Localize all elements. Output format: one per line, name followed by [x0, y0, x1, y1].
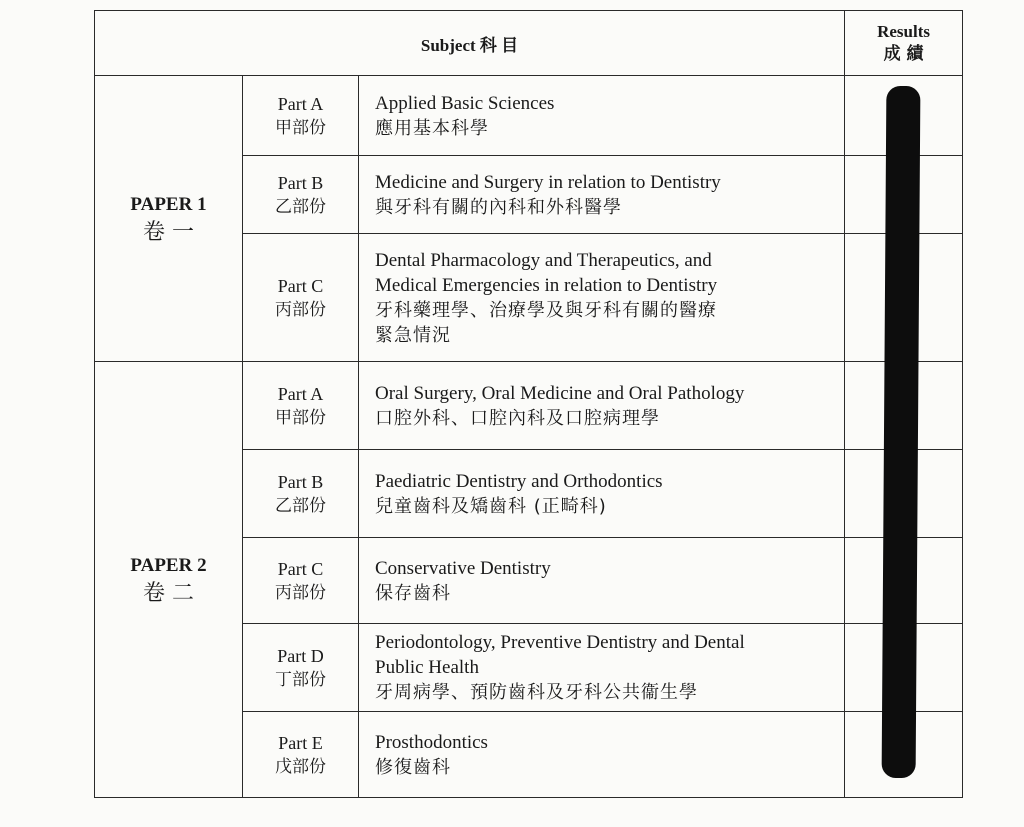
paper-1-label — [95, 76, 243, 362]
part-label-zh: 甲部份 — [275, 117, 326, 138]
part-label-en: Part B — [277, 172, 324, 193]
part-label-en: Part E — [278, 732, 323, 753]
results-table — [94, 10, 963, 798]
paper-name-en: PAPER 2 — [130, 554, 207, 576]
paper-name-zh: 卷 一 — [143, 219, 194, 245]
part-cell — [243, 450, 359, 538]
part-cell — [243, 234, 359, 362]
part-label-zh: 甲部份 — [275, 407, 326, 428]
part-cell — [243, 156, 359, 234]
subject-en: Medical Emergencies in relation to Dentistry — [375, 274, 718, 296]
results-header-zh: 成 績 — [883, 44, 924, 64]
part-label-en: Part B — [277, 471, 324, 492]
header-row — [95, 11, 963, 76]
subject-cell — [359, 234, 845, 362]
results-header-en: Results — [877, 22, 930, 41]
subject-cell — [359, 156, 845, 234]
subject-zh: 修復齒科 — [375, 756, 451, 778]
subject-zh: 牙周病學、預防齒科及牙科公共衞生學 — [375, 682, 698, 703]
part-label-zh: 戊部份 — [275, 756, 326, 777]
subject-zh: 保存齒科 — [375, 582, 451, 604]
subject-en: Conservative Dentistry — [375, 557, 551, 579]
subject-en: Prosthodontics — [375, 731, 488, 753]
subject-zh: 應用基本科學 — [375, 117, 489, 139]
part-label-en: Part C — [277, 558, 324, 579]
paper-2-label — [95, 362, 243, 798]
part-cell — [243, 538, 359, 624]
part-label-zh: 丙部份 — [275, 582, 326, 603]
subject-en: Paediatric Dentistry and Orthodontics — [375, 470, 663, 492]
redaction-marker-stroke — [882, 86, 921, 778]
part-label-en: Part A — [277, 383, 324, 404]
paper-name-zh: 卷 二 — [143, 580, 194, 606]
part-label-zh: 丙部份 — [275, 299, 326, 320]
part-label-en: Part D — [277, 645, 324, 666]
subject-zh: 緊急情況 — [375, 324, 451, 346]
subject-cell — [359, 712, 845, 798]
subject-cell — [359, 76, 845, 156]
subject-en: Public Health — [375, 657, 479, 678]
subject-cell — [359, 362, 845, 450]
part-label-zh: 丁部份 — [275, 669, 326, 690]
subject-en: Periodontology, Preventive Dentistry and Dental — [375, 632, 745, 653]
table-row — [95, 76, 963, 156]
part-label-zh: 乙部份 — [275, 196, 326, 217]
subject-en: Dental Pharmacology and Therapeutics, and — [375, 249, 712, 271]
subject-en: Medicine and Surgery in relation to Dentistry — [375, 171, 721, 193]
part-label-en: Part A — [277, 93, 324, 114]
subject-zh: 與牙科有關的內科和外科醫學 — [375, 196, 622, 218]
paper-name-en: PAPER 1 — [130, 193, 207, 215]
part-label-zh: 乙部份 — [275, 495, 326, 516]
table-row — [95, 362, 963, 450]
subject-cell — [359, 538, 845, 624]
subject-zh: 牙科藥理學、治療學及與牙科有關的醫療 — [375, 299, 717, 321]
part-label-en: Part C — [277, 275, 324, 296]
subject-zh: 兒童齒科及矯齒科 (正畸科) — [375, 495, 607, 517]
part-cell — [243, 624, 359, 712]
subject-cell — [359, 624, 845, 712]
part-cell — [243, 76, 359, 156]
subject-header: Subject 科 目 — [95, 11, 845, 76]
part-cell — [243, 712, 359, 798]
results-header — [845, 11, 963, 76]
subject-en: Applied Basic Sciences — [375, 92, 555, 114]
subject-en: Oral Surgery, Oral Medicine and Oral Pathology — [375, 382, 745, 404]
subject-zh: 口腔外科、口腔內科及口腔病理學 — [375, 407, 660, 429]
part-cell — [243, 362, 359, 450]
subject-cell — [359, 450, 845, 538]
